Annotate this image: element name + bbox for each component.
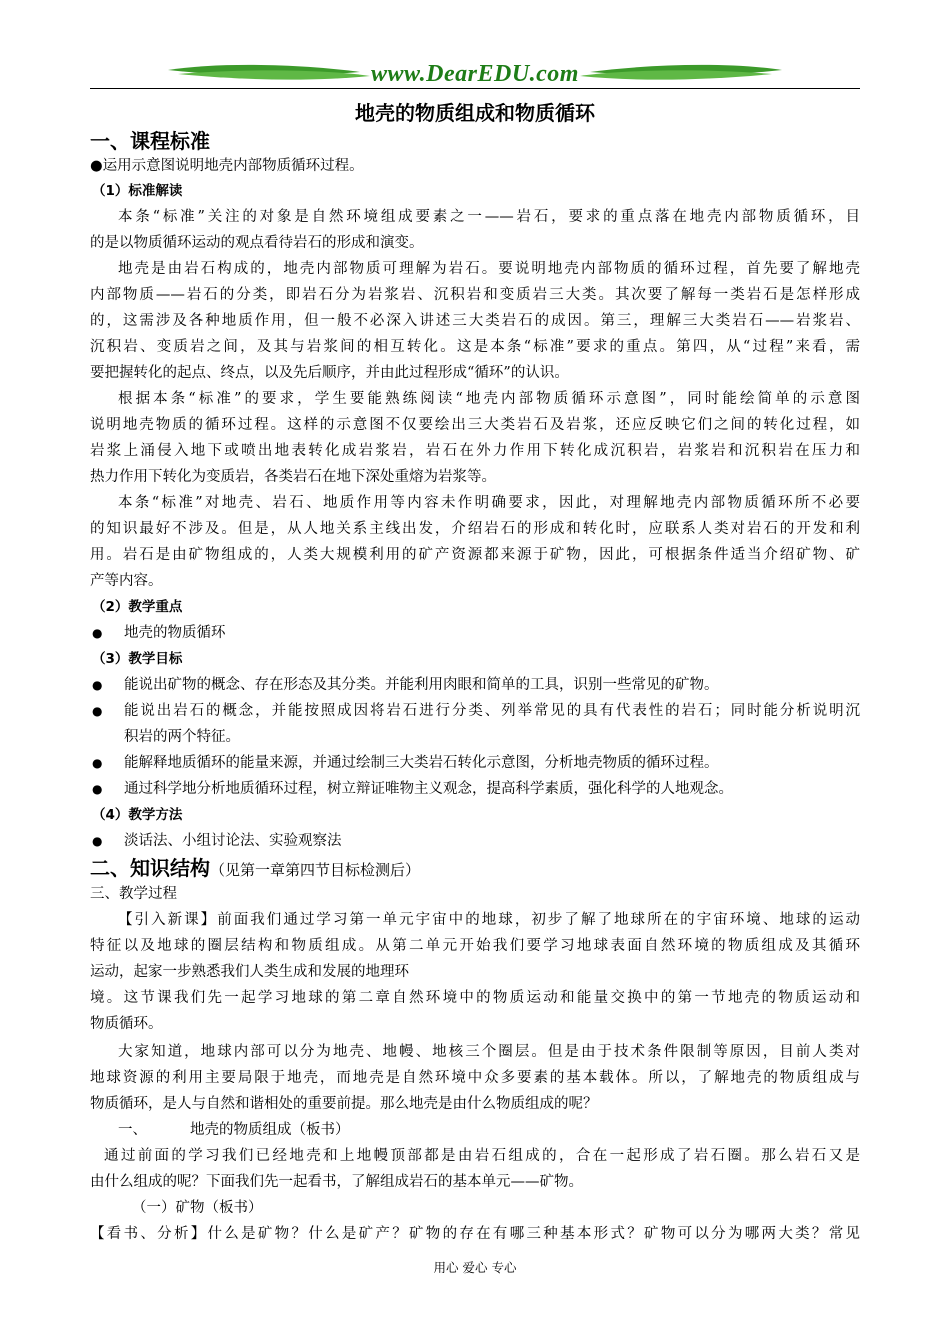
paragraph-line: 特征以及地球的圈层结构和物质组成。从第二单元开始我们要学习地球表面自然环境的物质组成及其循环 [90, 938, 860, 954]
section-heading-standards: 一、课程标准 [90, 129, 210, 153]
goal-item: 能说出岩石的概念，并能按照成因将岩石进行分类、列举常见的具有代表性的岩石；同时能分析说明沉 [124, 703, 860, 719]
paragraph-line: 的是以物质循环运动的观点看待岩石的形成和演变。 [90, 235, 424, 251]
header-banner [160, 58, 790, 92]
section-heading-structure-text: 二、知识结构 [90, 856, 210, 880]
paragraph-line: 沉积岩、变质岩之间，及其与岩浆间的相互转化。这是本条“标准”要求的重点。第四，从“过程”来看，需 [90, 339, 860, 355]
structure-note: （见第一章第四节目标检测后） [210, 861, 421, 879]
paragraph-line: 物质循环，是人与自然和谐相处的重要前提。那么地壳是由什么物质组成的呢？ [90, 1096, 598, 1112]
paragraph-line: 地球资源的利用主要局限于地壳，而地壳是自然环境中众多要素的基本载体。所以，了解地壳的物质组成与 [90, 1070, 860, 1086]
paragraph-line: 由什么组成的呢？下面我们先一起看书，了解组成岩石的基本单元——矿物。 [90, 1174, 583, 1190]
paragraph-line: 岩浆上涌侵入地下或喷出地表转化成岩浆岩，岩石在外力作用下转化成沉积岩，岩浆岩和沉积岩在压力和 [90, 443, 860, 459]
paragraph-line: 大家知道，地球内部可以分为地壳、地幔、地核三个圈层。但是由于技术条件限制等原因，目前人类对 [118, 1044, 860, 1060]
paragraph-line: 物质循环。 [90, 1016, 163, 1032]
goal-item: 能解释地质循环的能量来源，并通过绘制三大类岩石转化示意图，分析地壳物质的循环过程。 [124, 755, 719, 771]
site-name: www.DearEDU.com [371, 61, 579, 87]
section-heading-process: 三、教学过程 [90, 886, 177, 902]
paragraph-line: 本条“标准”对地壳、岩石、地质作用等内容未作明确要求，因此，对理解地壳内部物质循环所不必要 [118, 495, 860, 511]
bullet-icon: ● [92, 704, 103, 718]
paragraph-line: 热力作用下转化为变质岩，各类岩石在地下深处重熔为岩浆等。 [90, 469, 496, 485]
subheading-focus: （2）教学重点 [92, 599, 183, 615]
sub-list-item: （一）矿物（板书） [132, 1200, 263, 1216]
paragraph-line: 产等内容。 [90, 573, 163, 589]
paragraph-line: 要把握转化的起点、终点，以及先后顺序，并由此过程形成“循环”的认识。 [90, 365, 569, 381]
bullet-icon: ● [92, 834, 103, 848]
paragraph-line: 【看书、分析】什么是矿物？什么是矿产？矿物的存在有哪三种基本形式？矿物可以分为哪两大类？常见 [90, 1226, 860, 1242]
paragraph-line: 说明地壳物质的循环过程。这样的示意图不仅要绘出三大类岩石及岩浆，还应反映它们之间的转化过程，如 [90, 417, 860, 433]
goal-item-continued: 积岩的两个特征。 [124, 729, 240, 745]
subheading-methods: （4）教学方法 [92, 807, 183, 823]
paragraph-line: 内部物质——岩石的分类，即岩石分为岩浆岩、沉积岩和变质岩三大类。其次要了解每一类岩石是怎样形成 [90, 287, 860, 303]
bullet-icon: ● [92, 678, 103, 692]
paragraph-line: 【引入新课】前面我们通过学习第一单元宇宙中的地球，初步了解了地球所在的宇宙环境、地球的运动 [118, 912, 860, 928]
paragraph-line: 根据本条“标准”的要求，学生要能熟练阅读“地壳内部物质循环示意图”，同时能绘简单的示意图 [118, 391, 860, 407]
paragraph-line: 用。岩石是由矿物组成的，人类大规模利用的矿产资源都来源于矿物，因此，可根据条件适当介绍矿物、矿 [90, 547, 860, 563]
subheading-interpretation: （1）标准解读 [92, 183, 183, 199]
paragraph-line: 的知识最好不涉及。但是，从人地关系主线出发，介绍岩石的形成和转化时，应联系人类对岩石的开发和利 [90, 521, 860, 537]
bullet-icon: ● [92, 626, 103, 640]
list-item-text: 地壳的物质组成（板书） [190, 1122, 350, 1138]
header-rule [90, 88, 860, 89]
bullet-icon: ● [92, 756, 103, 770]
paragraph-line: 的，这需涉及各种地质作用，但一般不必深入讲述三大类岩石的成因。第三，理解三大类岩石——岩浆岩、 [90, 313, 860, 329]
bullet-icon: ● [92, 782, 103, 796]
page-title: 地壳的物质组成和物质循环 [355, 101, 595, 125]
paragraph-line: 境。这节课我们先一起学习地球的第二章自然环境中的物质运动和能量交换中的第一节地壳的物质运动和 [90, 990, 860, 1006]
subheading-goals: （3）教学目标 [92, 651, 183, 667]
paragraph-line: 本条“标准”关注的对象是自然环境组成要素之一——岩石，要求的重点落在地壳内部物质循环，目 [118, 209, 860, 225]
page-footer: 用心 爱心 专心 [433, 1260, 517, 1275]
list-item-number: 一、 [118, 1122, 147, 1138]
standard-statement: ●运用示意图说明地壳内部物质循环过程。 [90, 158, 364, 174]
method-item: 淡话法、小组讨论法、实验观察法 [124, 833, 342, 849]
paragraph-line: 运动，起家一步熟悉我们人类生成和发展的地理环 [90, 964, 409, 980]
goal-item: 通过科学地分析地质循环过程，树立辩证唯物主义观念，提高科学素质，强化科学的人地观念。 [124, 781, 733, 797]
goal-item: 能说出矿物的概念、存在形态及其分类。并能利用肉眼和简单的工具，识别一些常见的矿物。 [124, 677, 719, 693]
paragraph-line: 通过前面的学习我们已经地壳和上地幔顶部都是由岩石组成的，合在一起形成了岩石圈。那么岩石又是 [104, 1148, 860, 1164]
paragraph-line: 地壳是由岩石构成的，地壳内部物质可理解为岩石。要说明地壳内部物质的循环过程，首先要了解地壳 [118, 261, 860, 277]
focus-item: 地壳的物质循环 [124, 625, 226, 641]
